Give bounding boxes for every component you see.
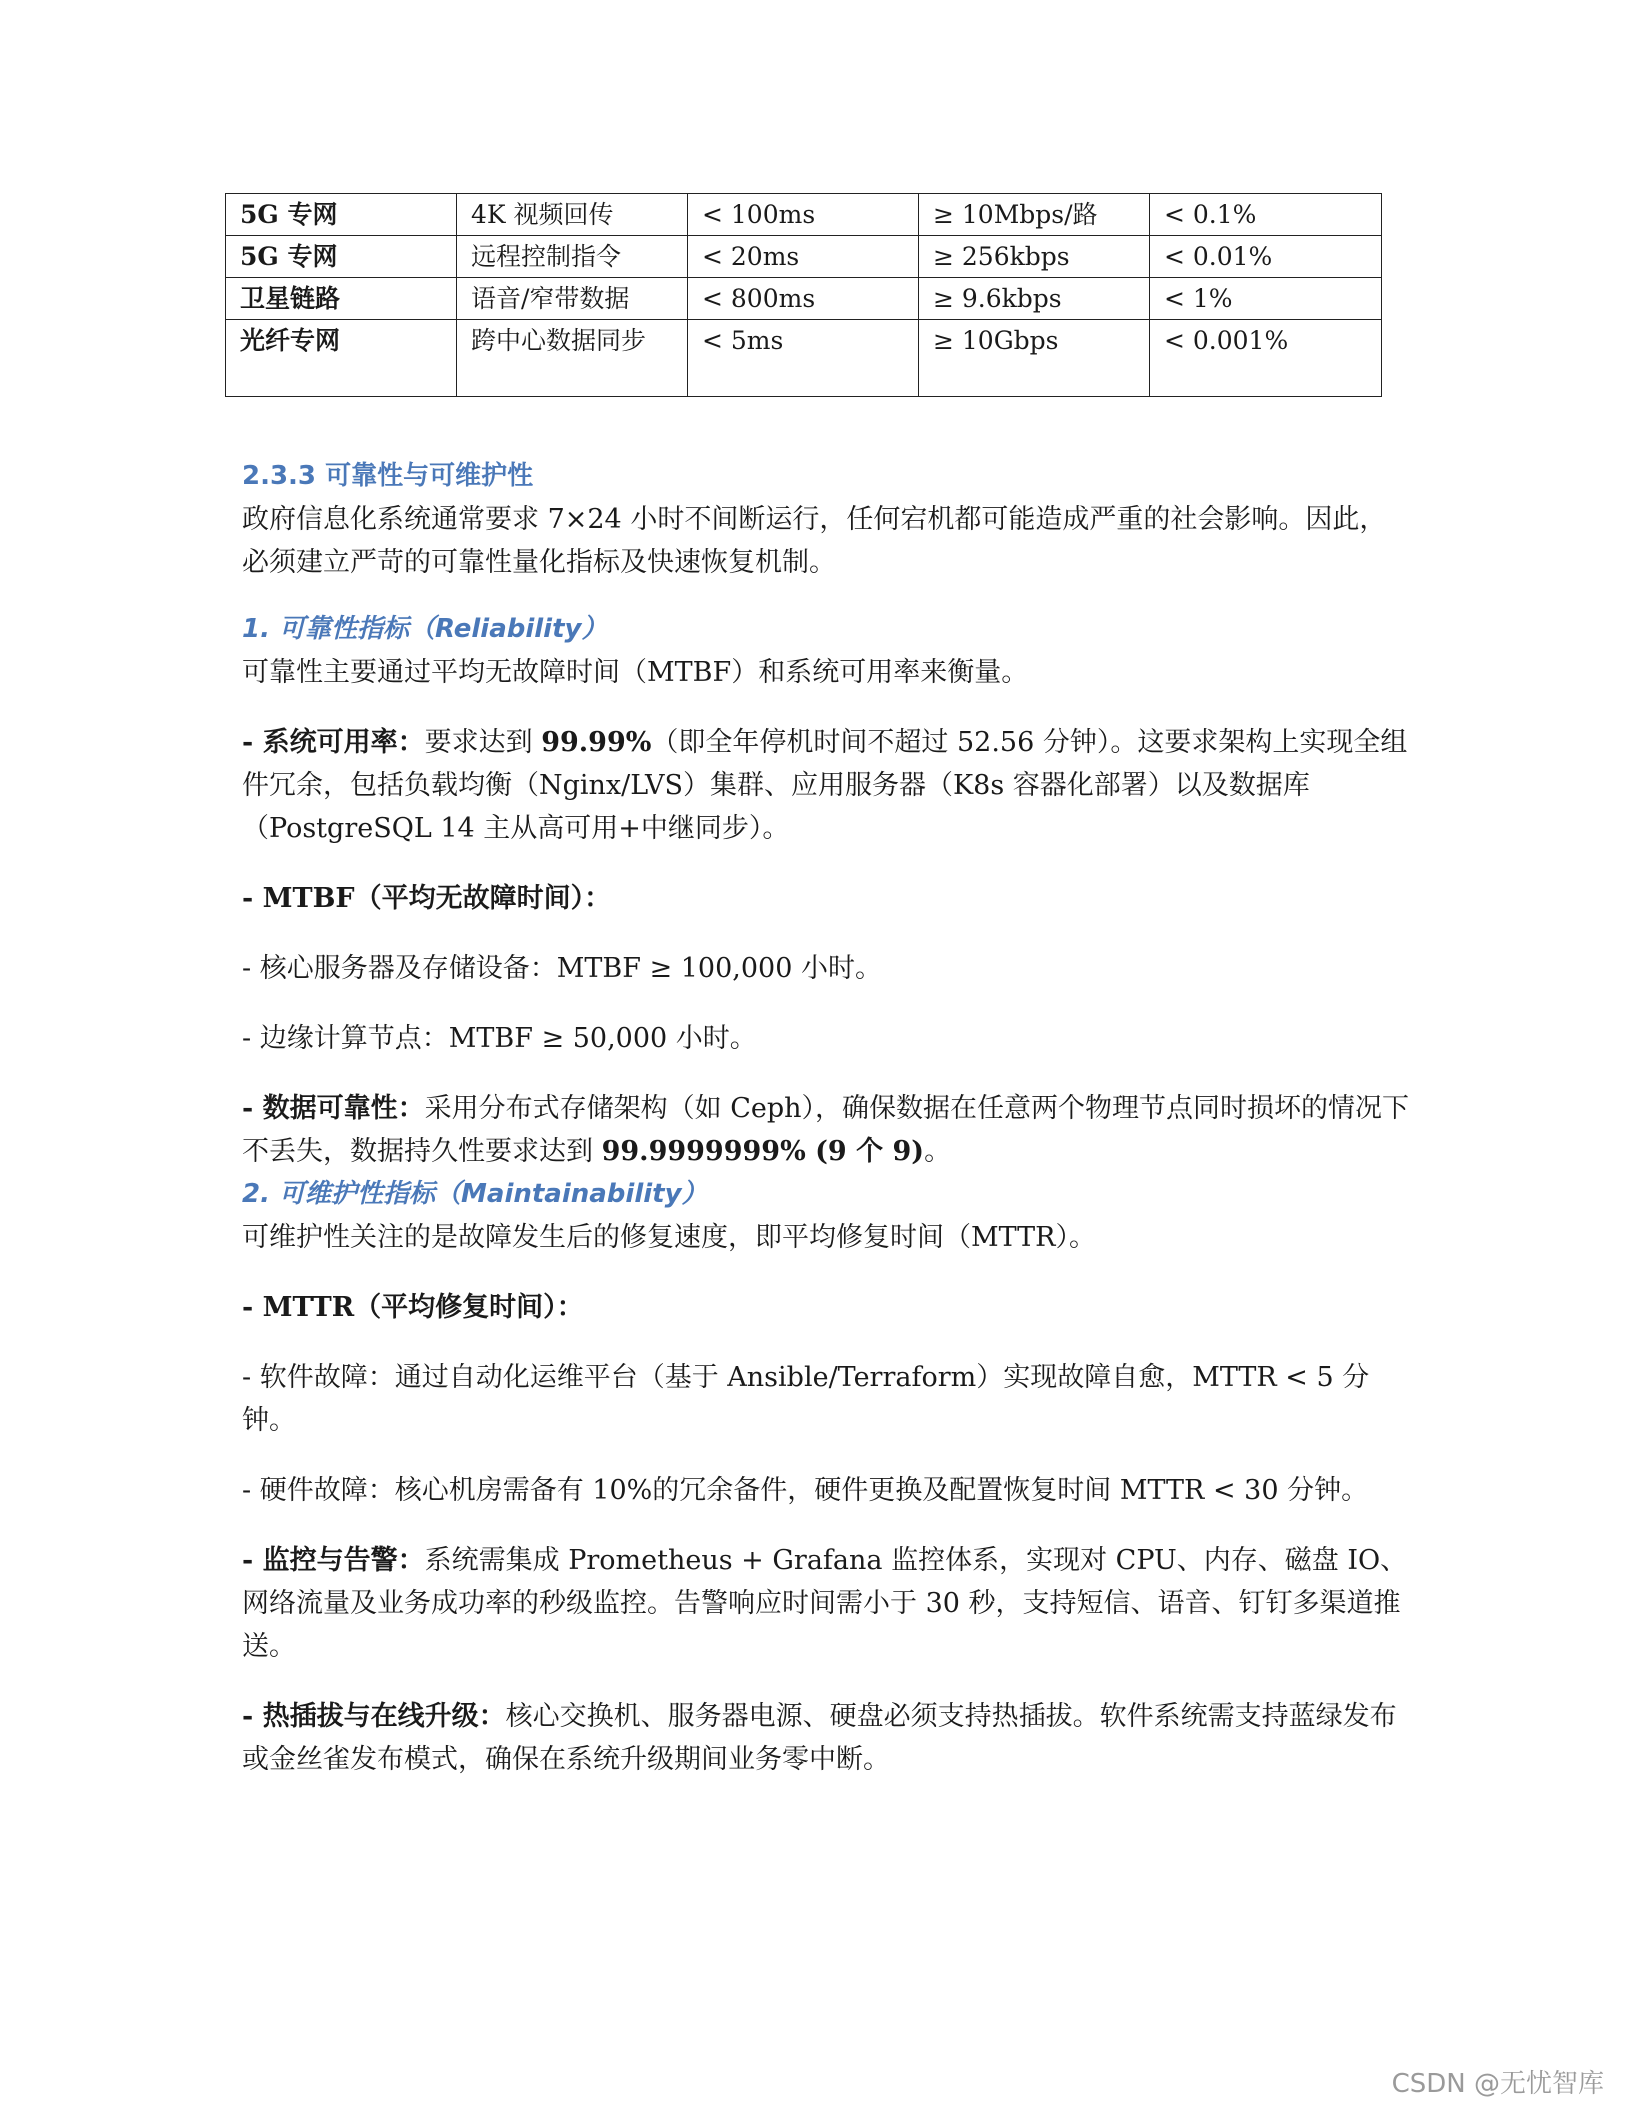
cell-network: 5G 专网 (226, 236, 457, 278)
mtbf-label-text: - MTBF（平均无故障时间）： (242, 883, 612, 914)
cell-service: 远程控制指令 (457, 236, 688, 278)
mttr-label (242, 1286, 1412, 1329)
data-reliability-value: 99.9999999% (9 个 9) (601, 1136, 925, 1167)
cell-network: 5G 专网 (226, 194, 457, 236)
body-content (242, 455, 1412, 1781)
hardware-fault: - 硬件故障：核心机房需备有 10%的冗余备件，硬件更换及配置恢复时间 MTTR < 30 分钟。 (242, 1475, 1369, 1506)
monitoring-text: 系统需集成 Prometheus + Grafana 监控体系，实现对 CPU、内存、磁盘 IO、网络流量及业务成功率的秒级监控。告警响应时间需小于 30 秒，支持短信、语音、钉钉多渠道推送。 (242, 1545, 1408, 1662)
csdn-watermark: CSDN @无忧智库 (1391, 2069, 1604, 2099)
cell-bandwidth: ≥ 256kbps (919, 236, 1150, 278)
cell-loss: < 0.01% (1150, 236, 1382, 278)
mtbf-edge: - 边缘计算节点：MTBF ≥ 50,000 小时。 (242, 1023, 757, 1054)
data-reliability-label: - 数据可靠性： (242, 1093, 425, 1124)
section-heading: 2.3.3 可靠性与可维护性 (242, 461, 534, 491)
cell-network: 卫星链路 (226, 278, 457, 320)
cell-bandwidth: ≥ 9.6kbps (919, 278, 1150, 320)
availability-label: - 系统可用率： (242, 727, 425, 758)
table-row (226, 320, 1382, 397)
availability-rest: （即全年停机时间不超过 52.56 分钟）。这要求架构上实现全组件冗余，包括负载均衡（Nginx/LVS）集群、应用服务器（K8s 容器化部署）以及数据库（PostgreSQL 14 主从高可用+中继同步）。 (242, 727, 1408, 844)
section-intro: 政府信息化系统通常要求 7×24 小时不间断运行，任何宕机都可能造成严重的社会影响。因此，必须建立严苛的可靠性量化指标及快速恢复机制。 (242, 504, 1387, 578)
cell-latency: < 5ms (688, 320, 919, 397)
monitoring-paragraph (242, 1539, 1412, 1668)
availability-value: 99.99% (541, 727, 652, 758)
reliability-heading: 1. 可靠性指标（Reliability） (242, 614, 608, 644)
table-row (226, 278, 1382, 320)
mttr-label-text: - MTTR（平均修复时间）： (242, 1292, 584, 1323)
cell-service: 语音/窄带数据 (457, 278, 688, 320)
hotswap-paragraph (242, 1695, 1412, 1781)
reliability-intro: 可靠性主要通过平均无故障时间（MTBF）和系统可用率来衡量。 (242, 657, 1029, 688)
mtbf-label (242, 877, 1412, 920)
table-row (226, 194, 1382, 236)
hotswap-text: 核心交换机、服务器电源、硬盘必须支持热插拔。软件系统需支持蓝绿发布或金丝雀发布模式，确保在系统升级期间业务零中断。 (242, 1701, 1397, 1775)
data-reliability-text: 采用分布式存储架构（如 Ceph），确保数据在任意两个物理节点同时损坏的情况下不丢失，数据持久性要求达到 (242, 1093, 1410, 1167)
cell-network: 光纤专网 (226, 320, 457, 397)
cell-latency: < 20ms (688, 236, 919, 278)
cell-latency: < 100ms (688, 194, 919, 236)
mtbf-core: - 核心服务器及存储设备：MTBF ≥ 100,000 小时。 (242, 953, 882, 984)
availability-paragraph (242, 721, 1412, 850)
network-requirements-table (225, 193, 1382, 397)
cell-loss: < 1% (1150, 278, 1382, 320)
maintainability-heading: 2. 可维护性指标（Maintainability） (242, 1179, 708, 1209)
cell-bandwidth: ≥ 10Gbps (919, 320, 1150, 397)
hotswap-label: - 热插拔与在线升级： (242, 1701, 506, 1732)
cell-loss: < 0.1% (1150, 194, 1382, 236)
cell-loss: < 0.001% (1150, 320, 1382, 397)
cell-service: 4K 视频回传 (457, 194, 688, 236)
data-reliability-paragraph (242, 1087, 1412, 1173)
cell-bandwidth: ≥ 10Mbps/路 (919, 194, 1150, 236)
maintainability-intro: 可维护性关注的是故障发生后的修复速度，即平均修复时间（MTTR）。 (242, 1222, 1096, 1253)
monitoring-label: - 监控与告警： (242, 1545, 425, 1576)
table-row (226, 236, 1382, 278)
availability-pre: 要求达到 (424, 727, 542, 758)
software-fault: - 软件故障：通过自动化运维平台（基于 Ansible/Terraform）实现故障自愈，MTTR < 5 分钟。 (242, 1362, 1370, 1436)
data-reliability-end: 。 (924, 1136, 952, 1167)
cell-service: 跨中心数据同步 (457, 320, 688, 397)
cell-latency: < 800ms (688, 278, 919, 320)
